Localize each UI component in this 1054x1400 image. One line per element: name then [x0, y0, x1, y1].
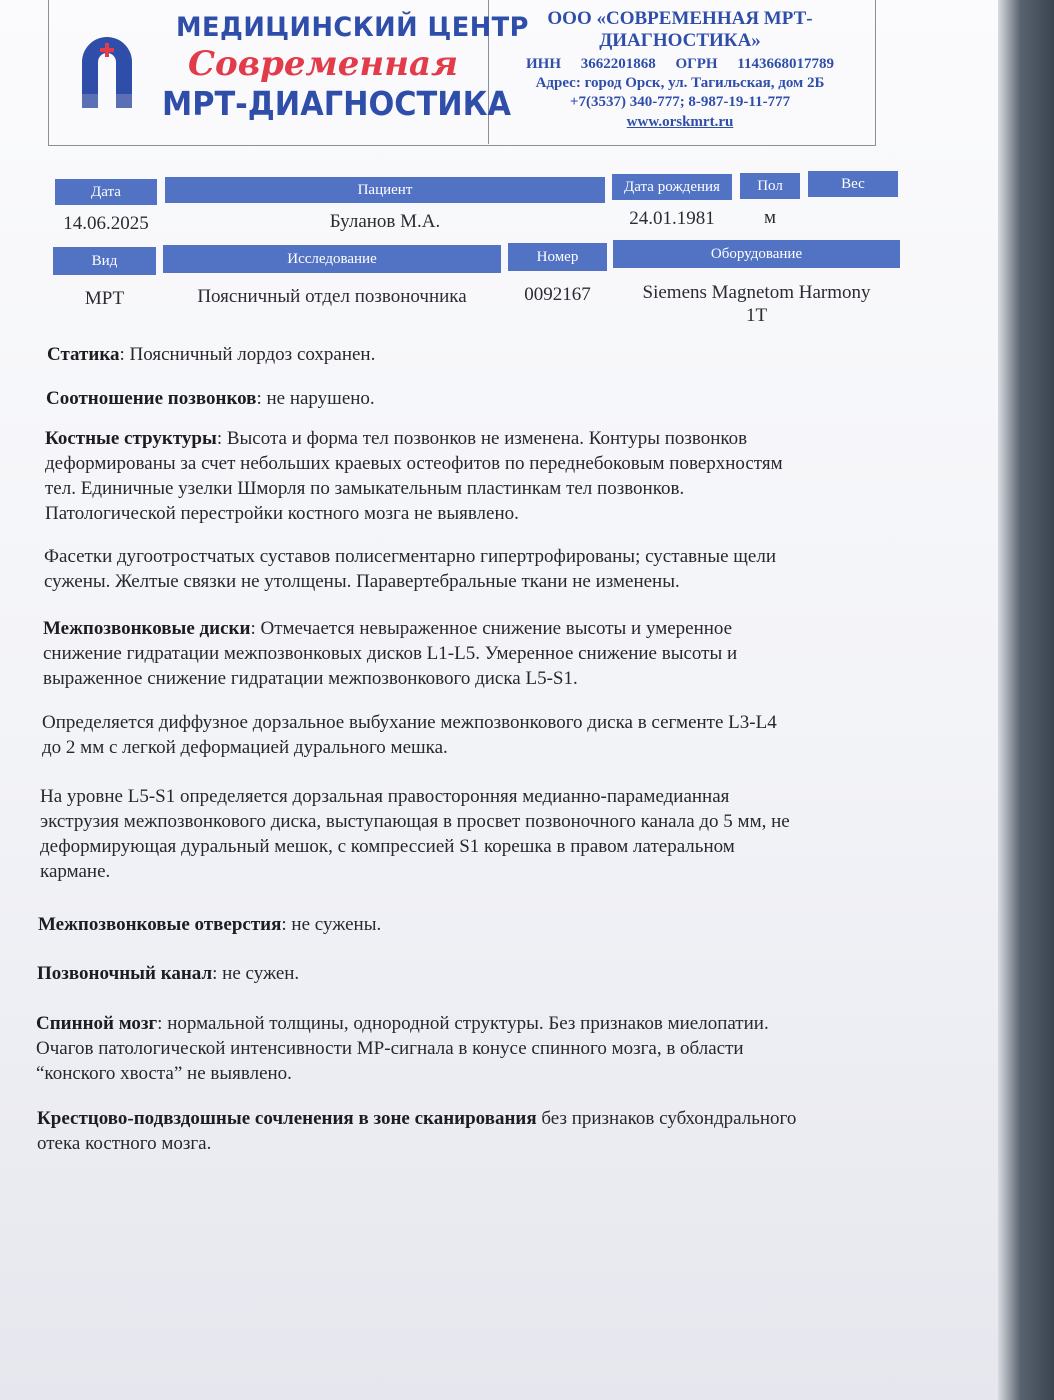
value-equipment-line2: 1T: [745, 305, 768, 326]
finding-label: Спинной мозг: [36, 1013, 158, 1034]
finding-sacroiliac-joints: Крестцово-подвздошные сочленения в зоне сканирования без признаков субхондрального отека костного мозга.: [37, 1108, 797, 1154]
logo-text-line1: МЕДИЦИНСКИЙ ЦЕНТР: [176, 12, 529, 43]
finding-foramina: Межпозвонковые отверстия: не сужены.: [38, 914, 382, 935]
finding-label: Крестцово-подвздошные сочленения в зоне сканирования: [37, 1108, 537, 1129]
finding-label: Межпозвонковые диски: [43, 618, 251, 639]
value-equipment-line1: Siemens Magnetom Harmony: [642, 282, 871, 303]
finding-bone-structures: Костные структуры: Высота и форма тел позвонков не изменена. Контуры позвонков деформированы за счет небольших краевых остеофитов по переднебоковым поверхностям тел. Единичные узелки Шморля по замыкательным пластинкам тел позвонков. Патологической перестройки костного мозга не выявлено.: [45, 428, 783, 524]
finding-discs: Межпозвонковые диски: Отмечается невыраженное снижение высоты и умеренное снижение гидратации межпозвонковых дисков L1-L5. Умеренное снижение высоты и выраженное снижение гидратации межпозвонкового диска L5-S1.: [43, 618, 738, 689]
value-sex: м: [763, 207, 777, 228]
finding-facets: Фасетки дугоотростчатых суставов полисегментарно гипертрофированы; суставные щели сужены. Желтые связки не утолщены. Паравертебральные ткани не изменены.: [44, 546, 776, 592]
company-inn: ИНН 3662201868: [526, 56, 656, 72]
header-weight: Вес: [808, 171, 898, 197]
logo-text-line2: Современная: [188, 44, 459, 84]
finding-spinal-canal: Позвоночный канал: не сужен.: [37, 963, 300, 984]
header-birth-date: Дата рождения: [612, 174, 732, 200]
value-study: Поясничный отдел позвоночника: [197, 286, 467, 307]
value-number: 0092167: [524, 284, 591, 305]
company-phones: +7(3537) 340-777; 8-987-19-11-777: [569, 94, 791, 110]
finding-spinal-cord: Спинной мозг: нормальной толщины, однородной структуры. Без признаков миелопатии. Очагов патологической интенсивности МР-сигнала в конусе спинного мозга, в области “конского хвоста” не выявлено.: [36, 1013, 769, 1084]
finding-extrusion-l5-s1: На уровне L5-S1 определяется дорзальная правосторонняя медианно-парамедианная экструзия межпозвонкового диска, выступающая в просвет позвоночного канала до 5 мм, не деформирующая дуральный мешок, с компрессией S1 корешка в правом латеральном кармане.: [40, 786, 790, 882]
header-sex: Пол: [740, 173, 800, 199]
finding-label: Костные структуры: [45, 428, 217, 449]
company-name: ООО «СОВРЕМЕННАЯ МРТ-ДИАГНОСТИКА»: [547, 8, 813, 51]
value-type: МРТ: [84, 288, 125, 309]
finding-bulge-l3-l4: Определяется диффузное дорзальное выбухание межпозвонкового диска в сегменте L3-L4 до 2 мм с легкой деформацией дурального мешка.: [42, 712, 777, 758]
header-patient: Пациент: [165, 177, 605, 203]
finding-label: Межпозвонковые отверстия: [38, 914, 282, 935]
value-patient: Буланов М.А.: [329, 211, 441, 232]
finding-label: Позвоночный канал: [37, 963, 213, 984]
finding-label: Статика: [47, 344, 120, 365]
header-study: Исследование: [163, 245, 501, 273]
value-date: 14.06.2025: [63, 213, 149, 234]
header-equipment: Оборудование: [613, 240, 900, 268]
header-number: Номер: [508, 243, 607, 271]
page-edge-background: [998, 0, 1054, 1400]
logo-text-line3: МРТ-ДИАГНОСТИКА: [162, 84, 511, 123]
finding-vertebral-relation: Соотношение позвонков: не нарушено.: [46, 388, 375, 409]
header-date: Дата: [55, 179, 157, 205]
value-birth-date: 24.01.1981: [629, 208, 715, 229]
company-website[interactable]: www.orskmrt.ru: [626, 114, 734, 130]
company-address: Адрес: город Орск, ул. Тагильская, дом 2Б: [535, 75, 825, 91]
finding-statics: Статика: Поясничный лордоз сохранен.: [47, 344, 376, 365]
finding-label: Соотношение позвонков: [46, 388, 257, 409]
company-ogrn: ОГРН 1143668017789: [675, 56, 834, 72]
header-type: Вид: [53, 247, 156, 275]
